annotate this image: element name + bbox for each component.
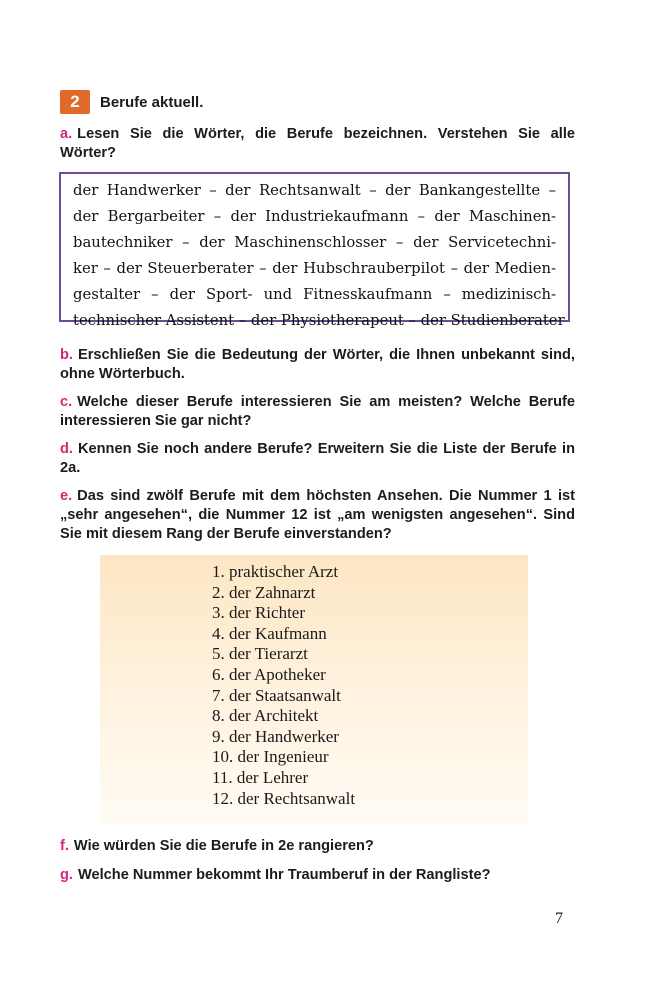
task-letter: d. <box>60 441 73 457</box>
task-text: Kennen Sie noch andere Berufe? Erweitern Sie die Liste der Berufe in 2a. <box>60 441 575 476</box>
ranking-item: 5. der Tierarzt <box>212 644 308 664</box>
profession-word-box <box>59 172 570 329</box>
word-box-line: bautechniker – der Maschinenschlosser – der Servicetechni- <box>73 234 556 251</box>
page-number: 7 <box>555 910 563 927</box>
task-text: Lesen Sie die Wörter, die Berufe bezeichnen. Verstehen Sie alle Wörter? <box>60 126 575 161</box>
task-text: Erschließen Sie die Bedeutung der Wörter, die Ihnen unbekannt sind, ohne Wörterbuch. <box>60 347 575 382</box>
task-c <box>60 393 575 431</box>
exercise-number-badge: 2 <box>60 90 90 114</box>
ranking-box <box>100 555 528 823</box>
task-b <box>60 346 575 384</box>
task-letter: g. <box>60 867 73 883</box>
ranking-item: 12. der Rechtsanwalt <box>212 788 356 808</box>
task-letter: a. <box>60 126 73 142</box>
ranking-item: 8. der Architekt <box>212 706 319 726</box>
task-a <box>60 125 575 163</box>
exercise-title: Berufe aktuell. <box>100 93 204 111</box>
task-text: Wie würden Sie die Berufe in 2e rangieren? <box>73 838 374 854</box>
task-e <box>60 487 575 544</box>
task-text: Welche Nummer bekommt Ihr Traumberuf in der Rangliste? <box>77 867 491 883</box>
ranking-item: 9. der Handwerker <box>212 726 339 746</box>
task-letter: c. <box>60 394 73 410</box>
task-text: Das sind zwölf Berufe mit dem höchsten Ansehen. Die Nummer 1 ist „sehr angesehen“, die Nummer 12 ist „am wenigsten angesehen“. Sind Sie mit diesem Rang der Berufe einverstanden? <box>60 488 575 542</box>
word-box-line: der Bergarbeiter – der Industriekaufmann – der Maschinen- <box>73 208 556 225</box>
ranking-item: 10. der Ingenieur <box>212 747 329 767</box>
task-letter: b. <box>60 347 73 363</box>
word-box-line: technischer Assistent – der Physiotherapeut – der Studienberater <box>73 312 565 329</box>
ranking-item: 4. der Kaufmann <box>212 623 327 643</box>
ranking-item: 7. der Staatsanwalt <box>212 685 341 705</box>
task-f <box>60 837 575 856</box>
ranking-item: 2. der Zahnarzt <box>212 582 316 602</box>
task-g <box>60 866 575 885</box>
task-d <box>60 440 575 478</box>
ranking-item: 1. praktischer Arzt <box>212 562 339 581</box>
word-box-line: gestalter – der Sport- und Fitnesskaufmann – medizinisch- <box>73 286 556 303</box>
ranking-item: 3. der Richter <box>212 603 305 623</box>
task-letter: e. <box>60 488 73 504</box>
word-box-line: ker – der Steuerberater – der Hubschrauberpilot – der Medien- <box>73 260 556 277</box>
task-text: Welche dieser Berufe interessieren Sie am meisten? Welche Berufe interessieren Sie gar nicht? <box>60 394 575 429</box>
word-box-line: der Handwerker – der Rechtsanwalt – der Bankangestellte – <box>73 182 556 199</box>
ranking-list <box>212 562 355 809</box>
ranking-item: 6. der Apotheker <box>212 664 326 684</box>
task-letter: f. <box>60 838 69 854</box>
exercise-header <box>60 90 203 114</box>
ranking-item: 11. der Lehrer <box>212 767 309 787</box>
